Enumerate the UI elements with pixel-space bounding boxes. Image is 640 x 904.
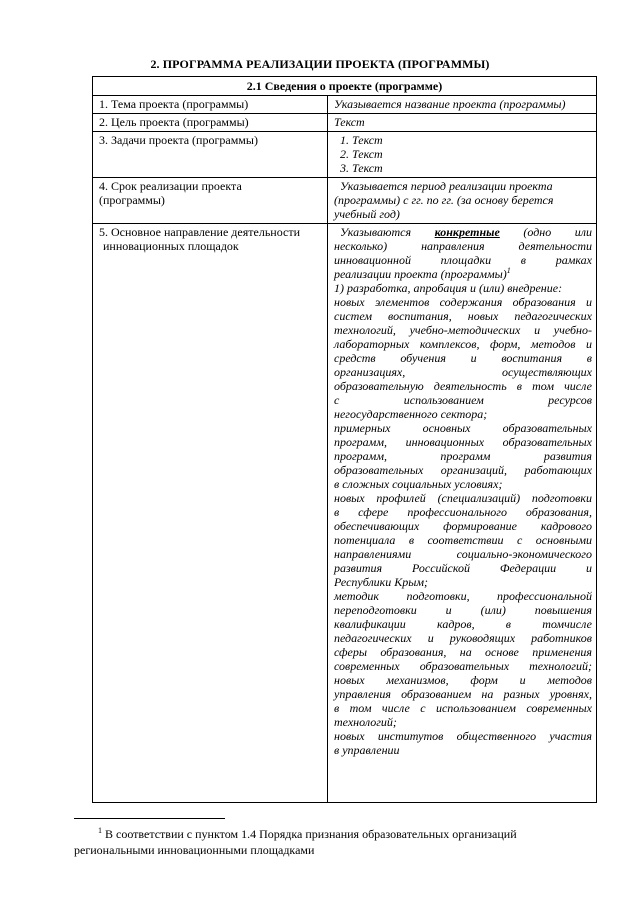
direction-list: [334, 281, 592, 757]
table-row: [93, 114, 597, 132]
table-row: [93, 96, 597, 114]
direction-line: Республики Крым;: [334, 575, 429, 589]
label-line: 4. Срок реализации проекта: [99, 179, 242, 193]
row-label: 2. Цель проекта (программы): [93, 114, 328, 132]
direction-line: современных образовательных технологий;: [334, 659, 592, 673]
task-item: 2. Текст: [340, 147, 383, 161]
row-label: 1. Тема проекта (программы): [93, 96, 328, 114]
direction-line: лабораторных комплексов, форм, методов и: [334, 337, 592, 351]
direction-line: 1) разработка, апробация и (или) внедрение:: [334, 281, 563, 295]
direction-line: методик подготовки, профессиональной: [334, 589, 592, 603]
direction-line: с использованием ресурсов: [334, 393, 592, 407]
direction-line: организациях, осуществляющих: [334, 365, 592, 379]
intro-line: несколько) направления деятельности: [334, 239, 592, 253]
row-value: [328, 178, 597, 224]
direction-line: потенциала в соответствии с основными: [334, 533, 592, 547]
footnote-marker: 1: [98, 826, 102, 835]
intro-line: [334, 225, 592, 239]
task-item: 3. Текст: [340, 161, 383, 175]
emphasis-word: конкретные: [434, 225, 500, 239]
footnote: [74, 826, 594, 858]
direction-line: новых элементов содержания образования и: [334, 295, 592, 309]
direction-line: педагогических и руководящих работников: [334, 631, 592, 645]
label-line: 5. Основное направление деятельности: [99, 225, 300, 239]
direction-line: новых институтов общественного участия: [334, 729, 592, 743]
direction-line: технологий;: [334, 715, 397, 729]
table-header: 2.1 Сведения о проекте (программе): [93, 77, 597, 96]
direction-line: в сфере профессионального образования,: [334, 505, 592, 519]
table-row: [93, 132, 597, 178]
direction-line: переподготовки и (или) повышения: [334, 603, 592, 617]
direction-line: примерных основных образовательных: [334, 421, 592, 435]
footnote-text: региональными инновационными площадками: [74, 843, 315, 857]
intro-word: реализации проекта (программы): [334, 267, 507, 281]
intro-line: [334, 267, 592, 281]
direction-line: образовательную деятельность в том числе: [334, 379, 592, 393]
direction-line: средств обучения и воспитания в: [334, 351, 592, 365]
direction-line: систем воспитания, новых педагогических: [334, 309, 592, 323]
direction-line: квалификации кадров, в томчисле: [334, 617, 592, 631]
direction-text: [328, 224, 597, 803]
direction-line: программ, программ развития: [334, 449, 592, 463]
direction-line: новых механизмов, форм и методов: [334, 673, 592, 687]
label-line: (программы): [99, 193, 165, 207]
intro-word: Указываются: [340, 225, 412, 239]
row-label: [93, 224, 328, 803]
footnote-text: В соответствии с пунктом 1.4 Порядка признания образовательных организаций: [102, 827, 517, 841]
row-value: Указывается название проекта (программы): [328, 96, 597, 114]
row-value: Текст: [328, 114, 597, 132]
direction-line: развития Российской Федерации и: [334, 561, 592, 575]
direction-line: в сложных социальных условиях;: [334, 477, 503, 491]
direction-line: сферы образования, на основе применения: [334, 645, 592, 659]
table-row: [93, 178, 597, 224]
label-line: инновационных площадок: [103, 239, 239, 253]
direction-line: обеспечивающих формирование кадрового: [334, 519, 592, 533]
direction-line: программ, инновационных образовательных: [334, 435, 592, 449]
value-line: учебный год): [334, 207, 400, 221]
direction-line: образовательных организаций, работающих: [334, 463, 592, 477]
row-value: [328, 132, 597, 178]
row-label: [93, 178, 328, 224]
direction-line: направлениями социально-экономического: [334, 547, 592, 561]
footnote-ref: 1: [506, 266, 511, 275]
row-label: 3. Задачи проекта (программы): [93, 132, 328, 178]
value-line: Указывается период реализации проекта: [340, 179, 553, 193]
intro-line: инновационной площадки в рамках: [334, 253, 592, 267]
value-line: (программы) с гг. по гг. (за основу берется: [334, 193, 554, 207]
direction-line: негосударственного сектора;: [334, 407, 488, 421]
direction-line: управления образованием на разных уровнях,: [334, 687, 592, 701]
table-row: [93, 224, 597, 803]
project-info-table: [92, 76, 597, 803]
direction-line: в том числе с использованием современных: [334, 701, 592, 715]
page-title: 2. ПРОГРАММА РЕАЛИЗАЦИИ ПРОЕКТА (ПРОГРАММЫ): [150, 57, 490, 71]
intro-word: (одно или: [523, 225, 593, 239]
direction-line: новых профилей (специализаций) подготовки: [334, 491, 592, 505]
task-item: 1. Текст: [340, 133, 383, 147]
footnote-separator: [74, 818, 225, 819]
direction-line: технологий, учебно-методических и учебно-: [334, 323, 592, 337]
direction-line: в управлении: [334, 743, 400, 757]
